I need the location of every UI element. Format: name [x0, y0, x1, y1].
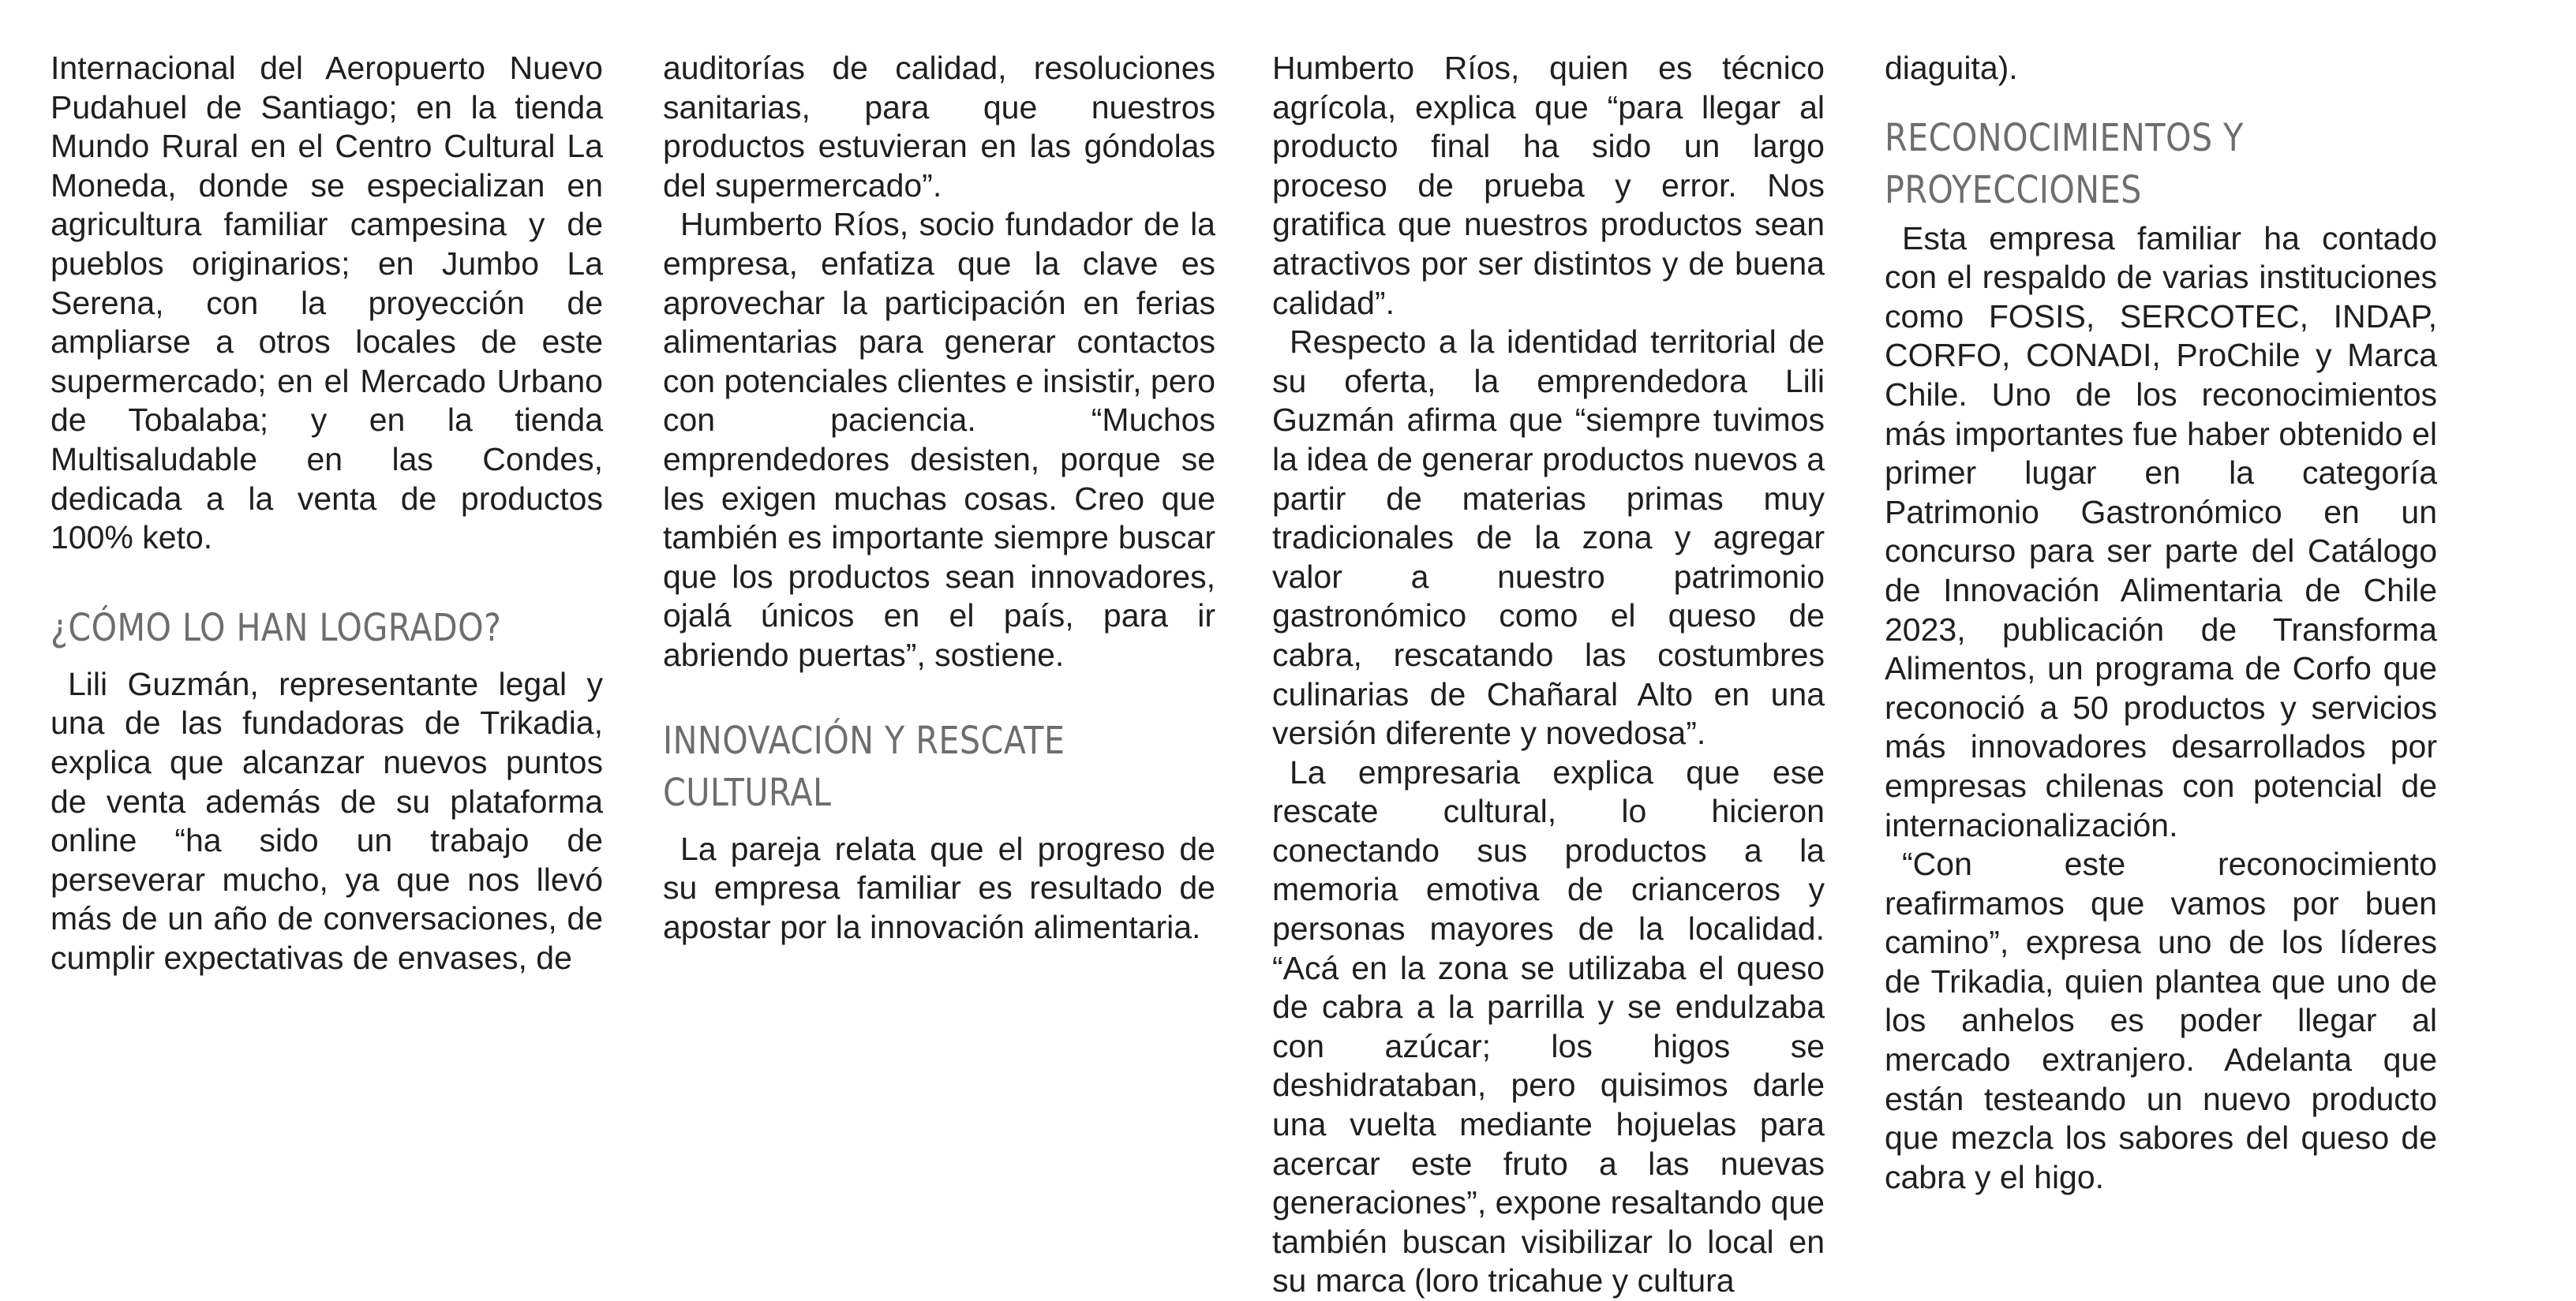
paragraph: La pareja relata que el progreso de su empresa familiar es resultado de apostar por la innovación alimentaria. [663, 830, 1215, 945]
article-column-3 [1272, 49, 1825, 1301]
section-heading: INNOVACIÓN Y RESCATE CULTURAL [663, 718, 1065, 815]
paragraph: Humberto Ríos, socio fundador de la empresa, enfatiza que la clave es aprovechar la participación en ferias alimentarias para generar contactos con potenciales clientes e insistir, pero con paciencia. “Muchos emprendedores desisten, porque se les exigen muchas cosas. Creo que también es importante siempre buscar que los productos sean innovadores, ojalá únicos en el país, para ir abriendo puertas”, sostiene. [663, 206, 1215, 673]
paragraph: “Con este reconocimiento reafirmamos que vamos por buen camino”, expresa uno de los líderes de Trikadia, quien plantea que uno de los anhelos es poder llegar al mercado extranjero. Adelanta que están testeando un nuevo producto que mezcla los sabores del queso de cabra y el higo. [1885, 846, 2437, 1195]
paragraph: auditorías de calidad, resoluciones sanitarias, para que nuestros productos estuvieran en las góndolas del supermercado”. [663, 50, 1215, 204]
section-heading: RECONOCIMIENTOS Y PROYECCIONES [1885, 115, 2244, 212]
article-column-2 [663, 49, 1215, 947]
paragraph: Lili Guzmán, representante legal y una de las fundadoras de Trikadia, explica que alcanzar nuevos puntos de venta además de su plataforma online “ha sido un trabajo de perseverar mucho, ya que nos llevó más de un año de conversaciones, de cumplir expectativas de envases, de [51, 665, 603, 976]
section-heading: ¿CÓMO LO HAN LOGRADO? [51, 605, 502, 650]
paragraph: Respecto a la identidad territorial de su oferta, la emprendedora Lili Guzmán afirma que “siempre tuvimos la idea de generar productos nuevos a partir de materias primas muy tradicionales de la zona y agregar valor a nuestro patrimonio gastronómico como el queso de cabra, rescatando las costumbres culinarias de Chañaral Alto en una versión diferente y novedosa”. [1272, 323, 1825, 752]
paragraph: diaguita). [1885, 50, 2018, 86]
paragraph: La empresaria explica que ese rescate cultural, lo hicieron conectando sus productos a la memoria emotiva de crianceros y personas mayores de la localidad. “Acá en la zona se utilizaba el queso de cabra a la parrilla y se endulzaba con azúcar; los higos se deshidrataban, pero quisimos darle una vuelta mediante hojuelas para acercar este fruto a las nuevas generaciones”, expone resaltando que también buscan visibilizar lo local en su marca (loro tricahue y cultura [1272, 753, 1825, 1299]
paragraph: Esta empresa familiar ha contado con el respaldo de varias instituciones como FOSIS, SERCOTEC, INDAP, CORFO, CONADI, ProChile y Marca Chile. Uno de los reconocimientos más importantes fue haber obtenido el primer lugar en la categoría Patrimonio Gastronómico en un concurso para ser parte del Catálogo de Innovación Alimentaria de Chile 2023, publicación de Transforma Alimentos, un programa de Corfo que reconoció a 50 productos y servicios más innovadores desarrollados por empresas chilenas con potencial de internacionalización. [1885, 219, 2437, 843]
article-column-4 [1885, 49, 2437, 1197]
article-column-1 [51, 49, 603, 978]
paragraph: Internacional del Aeropuerto Nuevo Pudahuel de Santiago; en la tienda Mundo Rural en el Centro Cultural La Moneda, donde se especializan en agricultura familiar campesina y de pueblos originarios; en Jumbo La Serena, con la proyección de ampliarse a otros locales de este supermercado; en el Mercado Urbano de Tobalaba; y en la tienda Multisaludable en las Condes, dedicada a la venta de productos 100% keto. [51, 50, 603, 556]
paragraph: Humberto Ríos, quien es técnico agrícola, explica que “para llegar al producto final ha sido un largo proceso de prueba y error. Nos gratifica que nuestros productos sean atractivos por ser distintos y de buena calidad”. [1272, 50, 1825, 321]
